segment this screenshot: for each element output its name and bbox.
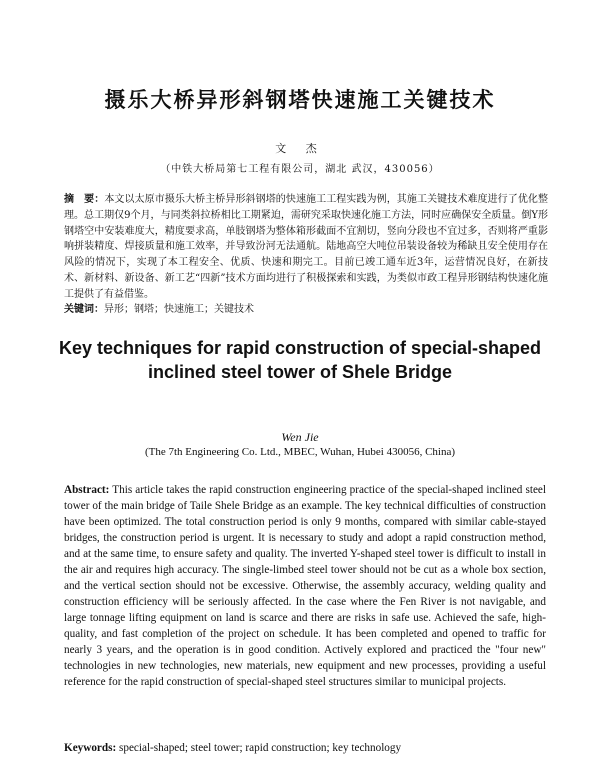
english-title-line-2: inclined steel tower of Shele Bridge: [147, 362, 453, 382]
chinese-keywords: [64, 302, 548, 317]
english-keywords: [64, 740, 546, 756]
english-abstract-text: This article takes the rapid construction engineering practice of the special-shaped inclined steel tower of the main bridge of Taile Shele Bridge as an example. The key technical difficulties of construction have been optimized. The total construction period is only 9 months, compared with similar cable-stayed bridges, the construction period is urgent. It is necessary to study and adopt a rapid construction method, and at the same time, to ensure safety and quality. The inverted Y-shaped steel tower is difficult to install in the air and requires high accuracy. The single-limbed steel tower should not be cut as a whole box section, and the vertical section should not be excessive. Otherwise, the assembly accuracy, welding quality and construction efficiency will be seriously affected. In the case where the Fen River is not navigable, and large tonnage lifting equipment on land is scarce and there are risks in safe use. Achieved the safe, high-quality, and fast completion of the project on schedule. It has been completed and opened to traffic for nearly 3 years, and the operation is in good condition. Actively explored and practiced the "four new" technologies in new technologies, new materials, new equipment and new processes, providing a useful reference for the rapid construction of special-shaped steel structures similar to municipal projects.: [64, 484, 546, 688]
chinese-abstract: [64, 192, 548, 303]
english-abstract: [64, 482, 546, 690]
english-author: Wen Jie: [281, 430, 319, 444]
english-abstract-label: Abstract:: [64, 484, 110, 496]
chinese-author: 文 杰: [275, 142, 325, 155]
english-title-line-1: Key techniques for rapid construction of special-shaped: [58, 338, 542, 358]
chinese-keywords-text: 异形；钢塔；快速施工；关键技术: [104, 304, 254, 315]
english-title: [0, 336, 600, 384]
chinese-abstract-text: 本文以太原市摄乐大桥主桥异形斜钢塔的快速施工工程实践为例，其施工关键技术难度进行了优化整理。总工期仅9个月，与同类斜拉桥相比工期紧迫，需研究采取快速化施工方法，同时应确保安全质量。倒Y形钢塔空中安装难度大，精度要求高，单肢钢塔为整体箱形截面不宜割切，竖向分段也不宜过多，否则将严重影响拼装精度、焊接质量和施工效率，并导致汾河无法通航。陆地高空大吨位吊装设备较为稀缺且安全使用存在风险的情况下，实现了本工程安全、优质、快速和期完工。目前已竣工通车近3年，运营情况良好，在新技术、新材料、新设备、新工艺“四新”技术方面均进行了积极探索和实践，为类似市政工程异形钢结构快速化施工提供了有益借鉴。: [64, 194, 549, 300]
english-affiliation: (The 7th Engineering Co. Ltd., MBEC, Wuhan, Hubei 430056, China): [144, 446, 456, 458]
chinese-abstract-label: 摘 要：: [64, 194, 105, 205]
chinese-title: 摄乐大桥异形斜钢塔快速施工关键技术: [104, 88, 496, 112]
chinese-affiliation: （中铁大桥局第七工程有限公司，湖北 武汉，430056）: [160, 164, 440, 175]
chinese-keywords-label: 关键词：: [64, 304, 104, 315]
english-keywords-label: Keywords:: [64, 742, 117, 754]
english-keywords-text: special-shaped; steel tower; rapid construction; key technology: [119, 742, 402, 754]
